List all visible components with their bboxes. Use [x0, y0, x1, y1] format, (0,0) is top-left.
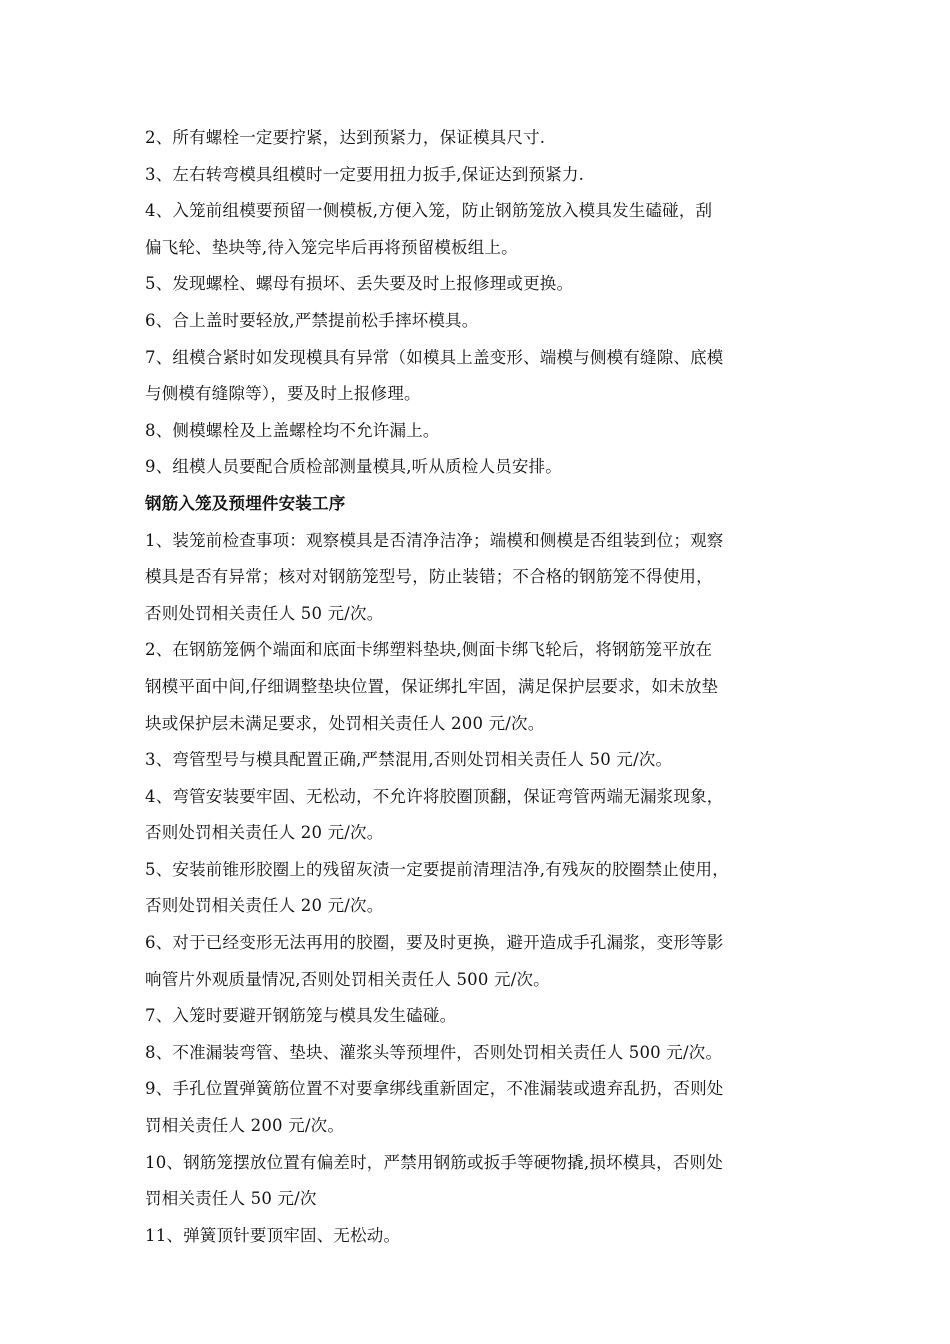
- text-line: 3、左右转弯模具组模时一定要用扭力扳手,保证达到预紧力.: [145, 164, 585, 184]
- document-body: [145, 120, 825, 1254]
- text-line: 5、发现螺栓、螺母有损坏、丢失要及时上报修理或更换。: [145, 274, 574, 294]
- text-line: 4、入笼前组模要预留一侧模板,方便入笼，防止钢筋笼放入模具发生磕碰，刮: [145, 201, 713, 221]
- text-line: 否则处罚相关责任人 20 元/次。: [145, 896, 384, 916]
- text-line: 9、组模人员要配合质检部测量模具,听从质检人员安排。: [145, 457, 562, 477]
- text-line: 块或保护层未满足要求，处罚相关责任人 200 元/次。: [145, 713, 545, 733]
- text-line: 否则处罚相关责任人 50 元/次。: [145, 603, 384, 623]
- text-line: 响管片外观质量情况,否则处罚相关责任人 500 元/次。: [145, 969, 550, 989]
- text-line: 否则处罚相关责任人 20 元/次。: [145, 823, 384, 843]
- text-line: 钢模平面中间,仔细调整垫块位置，保证绑扎牢固，满足保护层要求，如未放垫: [145, 676, 719, 696]
- text-line: 1、装笼前检查事项：观察模具是否清净洁净；端模和侧模是否组装到位；观察: [145, 530, 724, 550]
- text-line: 与侧模有缝隙等），要及时上报修理。: [145, 384, 421, 404]
- text-line: 5、安装前锥形胶圈上的残留灰渍一定要提前清理洁净,有残灰的胶圈禁止使用，: [145, 859, 729, 879]
- text-line: 2、在钢筋笼俩个端面和底面卡绑塑料垫块,侧面卡绑飞轮后，将钢筋笼平放在: [145, 640, 713, 660]
- text-line: 4、弯管安装要牢固、无松动，不允许将胶圈顶翻，保证弯管两端无漏浆现象，: [145, 786, 724, 806]
- text-line: 8、不准漏装弯管、垫块、灌浆头等预埋件，否则处罚相关责任人 500 元/次。: [145, 1042, 723, 1062]
- section-heading: 钢筋入笼及预埋件安装工序: [145, 493, 346, 513]
- text-line: 9、手孔位置弹簧筋位置不对要拿绑线重新固定，不准漏装或遗弃乱扔，否则处: [145, 1079, 724, 1099]
- text-line: 7、组模合紧时如发现模具有异常（如模具上盖变形、端模与侧模有缝隙、底模: [145, 347, 724, 367]
- text-line: 6、对于已经变形无法再用的胶圈，要及时更换，避开造成手孔漏浆，变形等影: [145, 933, 724, 953]
- text-line: 罚相关责任人 200 元/次。: [145, 1116, 345, 1136]
- text-line: 偏飞轮、垫块等,待入笼完毕后再将预留模板组上。: [145, 237, 518, 257]
- text-line: 3、弯管型号与模具配置正确,严禁混用,否则处罚相关责任人 50 元/次。: [145, 750, 673, 770]
- text-line: 7、入笼时要避开钢筋笼与模具发生磕碰。: [145, 1006, 457, 1026]
- text-line: 罚相关责任人 50 元/次: [145, 1189, 317, 1209]
- text-line: 6、合上盖时要轻放,严禁提前松手摔坏模具。: [145, 310, 479, 330]
- text-line: 2、所有螺栓一定要拧紧，达到预紧力，保证模具尺寸.: [145, 128, 546, 147]
- text-line: 模具是否有异常；核对对钢筋笼型号，防止装错；不合格的钢筋笼不得使用，: [145, 567, 713, 587]
- text-line: 11、弹簧顶针要顶牢固、无松动。: [145, 1225, 401, 1245]
- text-line: 10、钢筋笼摆放位置有偏差时，严禁用钢筋或扳手等硬物撬,损坏模具，否则处: [145, 1152, 723, 1172]
- text-line: 8、侧模螺栓及上盖螺栓均不允许漏上。: [145, 420, 440, 440]
